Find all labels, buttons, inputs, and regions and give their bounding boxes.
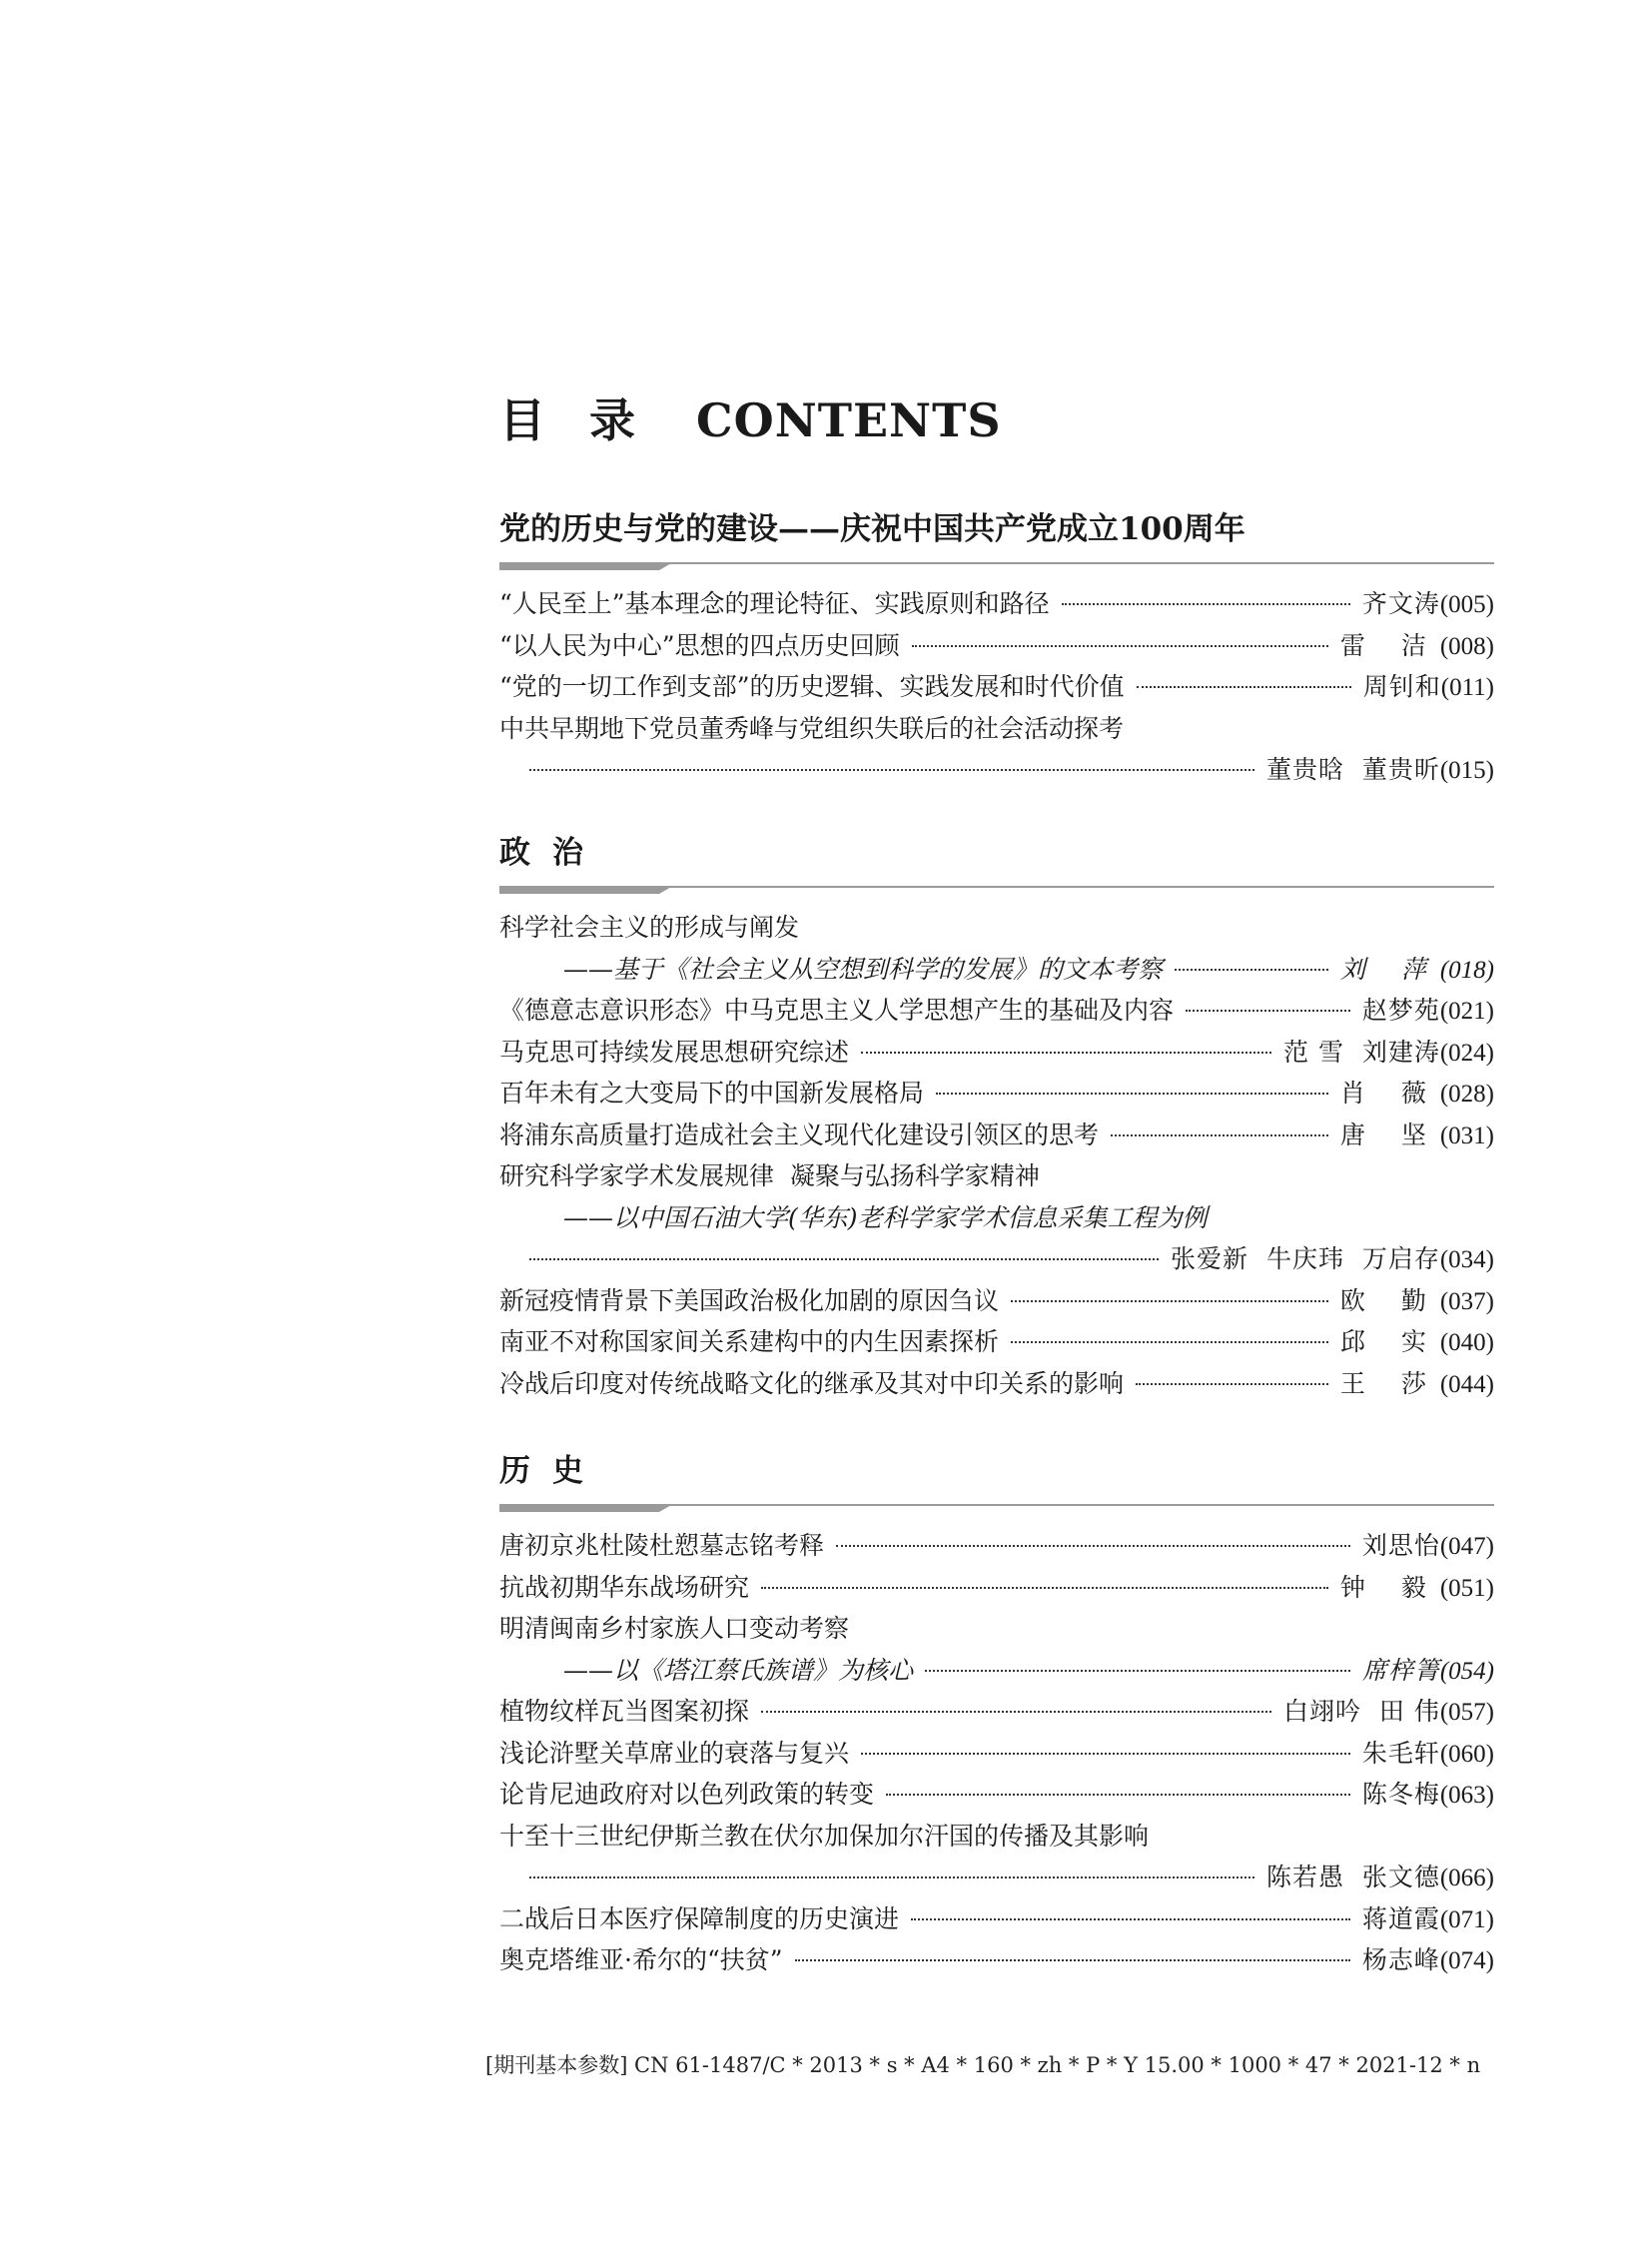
entry-author: 张爱新 牛庆玮 万启存	[1171, 1244, 1440, 1273]
entry-page: (008)	[1439, 632, 1494, 660]
entry-author: 蒋道霞	[1361, 1903, 1440, 1933]
leader-dots	[861, 1753, 1350, 1755]
entry-title: 二战后日本医疗保障制度的历史演进	[499, 1903, 900, 1933]
toc-entry-subtitle[interactable]	[499, 1650, 1494, 1692]
toc-entry[interactable]	[499, 1321, 1494, 1363]
leader-dots	[761, 1711, 1271, 1713]
toc-entry[interactable]	[499, 1032, 1494, 1074]
toc-entry[interactable]	[499, 1733, 1494, 1775]
entry-title: 植物纹样瓦当图案初探	[499, 1697, 750, 1726]
toc-entry[interactable]	[499, 583, 1494, 625]
entry-page: (031)	[1439, 1121, 1494, 1149]
entry-page: (015)	[1439, 757, 1494, 784]
entry-page: (057)	[1439, 1699, 1494, 1726]
title-zh: 目录	[499, 393, 679, 447]
entry-page: (011)	[1440, 674, 1494, 701]
entry-page: (063)	[1439, 1782, 1494, 1809]
toc-entry[interactable]	[499, 1155, 1494, 1197]
entry-author: 杨志峰	[1361, 1945, 1440, 1974]
entry-page: (018)	[1439, 956, 1494, 984]
entry-author: 唐 坚	[1339, 1120, 1440, 1149]
toc-entry[interactable]	[499, 708, 1494, 750]
entry-title: 中共早期地下党员董秀峰与党组织失联后的社会活动探考	[499, 713, 1125, 743]
entry-author: 齐文涛	[1361, 589, 1440, 618]
section-heading: 政治	[499, 835, 605, 871]
entry-title: 研究科学家学术发展规律 凝聚与弘扬科学家精神	[499, 1161, 1040, 1190]
entry-subtitle: ——以《塔江蔡氏族谱》为核心	[563, 1655, 914, 1685]
entry-page: (054)	[1439, 1657, 1494, 1685]
entry-page: (047)	[1439, 1533, 1494, 1560]
entry-page: (040)	[1439, 1329, 1494, 1356]
leader-dots	[911, 1918, 1350, 1920]
entry-page: (051)	[1439, 1574, 1494, 1602]
leader-dots	[836, 1545, 1350, 1547]
section-politics	[499, 833, 1494, 1404]
toc-entry-continuation[interactable]	[499, 1857, 1494, 1898]
section-heading: 党的历史与党的建设——庆祝中国共产党成立100周年	[499, 511, 1245, 547]
leader-dots	[936, 1093, 1328, 1095]
leader-dots	[761, 1587, 1328, 1589]
entry-subtitle: ——基于《社会主义从空想到科学的发展》的文本考察	[563, 954, 1164, 984]
entry-page: (066)	[1439, 1865, 1494, 1891]
toc-entry[interactable]	[499, 1280, 1494, 1322]
entry-page: (034)	[1439, 1246, 1494, 1273]
toc-entry[interactable]	[499, 907, 1494, 949]
leader-dots	[1111, 1134, 1328, 1136]
section-party-history	[499, 509, 1494, 791]
toc-entry-subtitle[interactable]	[499, 949, 1494, 991]
entry-author: 雷 洁	[1339, 630, 1440, 660]
entry-title: 唐初京兆杜陵杜愬墓志铭考释	[499, 1531, 825, 1560]
entry-page: (005)	[1439, 591, 1494, 618]
entry-title: 冷战后印度对传统战略文化的继承及其对中印关系的影响	[499, 1368, 1125, 1398]
entry-page: (060)	[1439, 1740, 1494, 1768]
entry-author: 陈冬梅	[1361, 1780, 1440, 1809]
toc-entry[interactable]	[499, 1363, 1494, 1405]
toc-entry[interactable]	[499, 666, 1494, 708]
leader-dots	[529, 1258, 1159, 1260]
leader-dots	[886, 1794, 1350, 1796]
leader-dots	[1011, 1341, 1328, 1343]
toc-entry[interactable]	[499, 1939, 1494, 1981]
section-heading: 历史	[499, 1453, 605, 1489]
entry-title: “以人民为中心”思想的四点历史回顾	[499, 630, 900, 660]
toc-entry[interactable]	[499, 1567, 1494, 1609]
entry-title: 浅论浒墅关草席业的衰落与复兴	[499, 1738, 850, 1768]
entry-title: 《德意志意识形态》中马克思主义人学思想产生的基础及内容	[499, 996, 1175, 1025]
toc-entry-continuation[interactable]	[499, 1238, 1494, 1280]
leader-dots	[529, 769, 1254, 771]
entry-author: 白翊吟 田 伟	[1283, 1697, 1440, 1726]
section-history	[499, 1451, 1494, 1981]
entry-author: 王 莎	[1339, 1368, 1440, 1398]
entry-page: (037)	[1439, 1287, 1494, 1315]
entry-author: 周钊和	[1362, 672, 1441, 701]
entry-author: 钟 毅	[1339, 1572, 1440, 1602]
entry-title: 抗战初期华东战场研究	[499, 1572, 750, 1602]
toc-entry[interactable]	[499, 990, 1494, 1032]
entry-author: 陈若愚 张文德	[1265, 1863, 1440, 1891]
entry-title: 百年未有之大变局下的中国新发展格局	[499, 1079, 925, 1108]
toc-entry-subtitle	[499, 1197, 1494, 1239]
section-rule	[499, 881, 1494, 899]
leader-dots	[861, 1052, 1271, 1054]
entry-author: 欧 勤	[1339, 1285, 1440, 1315]
toc-entry[interactable]	[499, 1774, 1494, 1816]
entry-title: 十至十三世纪伊斯兰教在伏尔加保加尔汗国的传播及其影响	[499, 1821, 1150, 1851]
leader-dots	[1136, 1383, 1328, 1385]
entry-subtitle: ——以中国石油大学(华东)老科学家学术信息采集工程为例	[563, 1202, 1208, 1232]
toc-entry-continuation[interactable]	[499, 749, 1494, 791]
entry-title: 新冠疫情背景下美国政治极化加剧的原因刍议	[499, 1285, 1000, 1315]
title-en: CONTENTS	[696, 393, 1002, 447]
entry-author: 肖 薇	[1339, 1079, 1440, 1108]
entry-title: 科学社会主义的形成与阐发	[499, 913, 800, 942]
section-rule	[499, 557, 1494, 575]
entry-title: 马克思可持续发展思想研究综述	[499, 1037, 850, 1067]
leader-dots	[925, 1670, 1350, 1672]
entry-page: (044)	[1439, 1370, 1494, 1398]
page-title	[499, 393, 1002, 447]
leader-dots	[1186, 1010, 1350, 1012]
leader-dots	[1011, 1300, 1328, 1302]
entry-title: “党的一切工作到支部”的历史逻辑、实践发展和时代价值	[499, 672, 1125, 701]
leader-dots	[529, 1876, 1254, 1878]
entry-title: 将浦东高质量打造成社会主义现代化建设引领区的思考	[499, 1120, 1100, 1149]
toc-entry[interactable]	[499, 1608, 1494, 1650]
entry-author: 董贵晗 董贵昕	[1265, 755, 1440, 784]
entry-author: 刘思怡	[1361, 1531, 1440, 1560]
entry-author: 邱 实	[1339, 1327, 1440, 1356]
leader-dots	[1175, 969, 1328, 971]
journal-parameters-footer: [期刊基本参数] CN 61-1487/C * 2013 * s * A4 * 160 * zh * P * Y 15.00 * 1000 * 47 * 2021-12 * n	[485, 2053, 1481, 2077]
entry-page: (024)	[1439, 1039, 1494, 1067]
entry-page: (028)	[1439, 1081, 1494, 1108]
entry-author: 刘 萍	[1339, 954, 1440, 984]
section-rule	[499, 1499, 1494, 1517]
toc-entry[interactable]	[499, 625, 1494, 667]
entry-title: 南亚不对称国家间关系建构中的内生因素探析	[499, 1327, 1000, 1356]
leader-dots	[795, 1959, 1350, 1961]
entry-author: 席梓箐	[1361, 1655, 1440, 1685]
entry-title: 论肯尼迪政府对以色列政策的转变	[499, 1780, 875, 1809]
entry-author: 朱毛轩	[1361, 1738, 1440, 1768]
leader-dots	[1137, 686, 1351, 688]
entry-title: 奥克塔维亚·希尔的“扶贫”	[499, 1945, 783, 1974]
entry-page: (074)	[1439, 1947, 1494, 1974]
toc-entry[interactable]	[499, 1816, 1494, 1858]
entry-title: 明清闽南乡村家族人口变动考察	[499, 1614, 850, 1643]
entry-author: 赵梦苑	[1361, 996, 1440, 1025]
toc-entry[interactable]	[499, 1691, 1494, 1733]
entry-author: 范 雪 刘建涛	[1283, 1037, 1440, 1067]
toc-entry[interactable]	[499, 1115, 1494, 1156]
entry-page: (071)	[1439, 1905, 1494, 1933]
toc-entry[interactable]	[499, 1073, 1494, 1115]
toc-entry[interactable]	[499, 1525, 1494, 1567]
entry-title: “人民至上”基本理念的理论特征、实践原则和路径	[499, 589, 1050, 618]
leader-dots	[912, 645, 1328, 647]
entry-page: (021)	[1439, 998, 1494, 1025]
toc-entry[interactable]	[499, 1898, 1494, 1940]
leader-dots	[1062, 603, 1350, 605]
